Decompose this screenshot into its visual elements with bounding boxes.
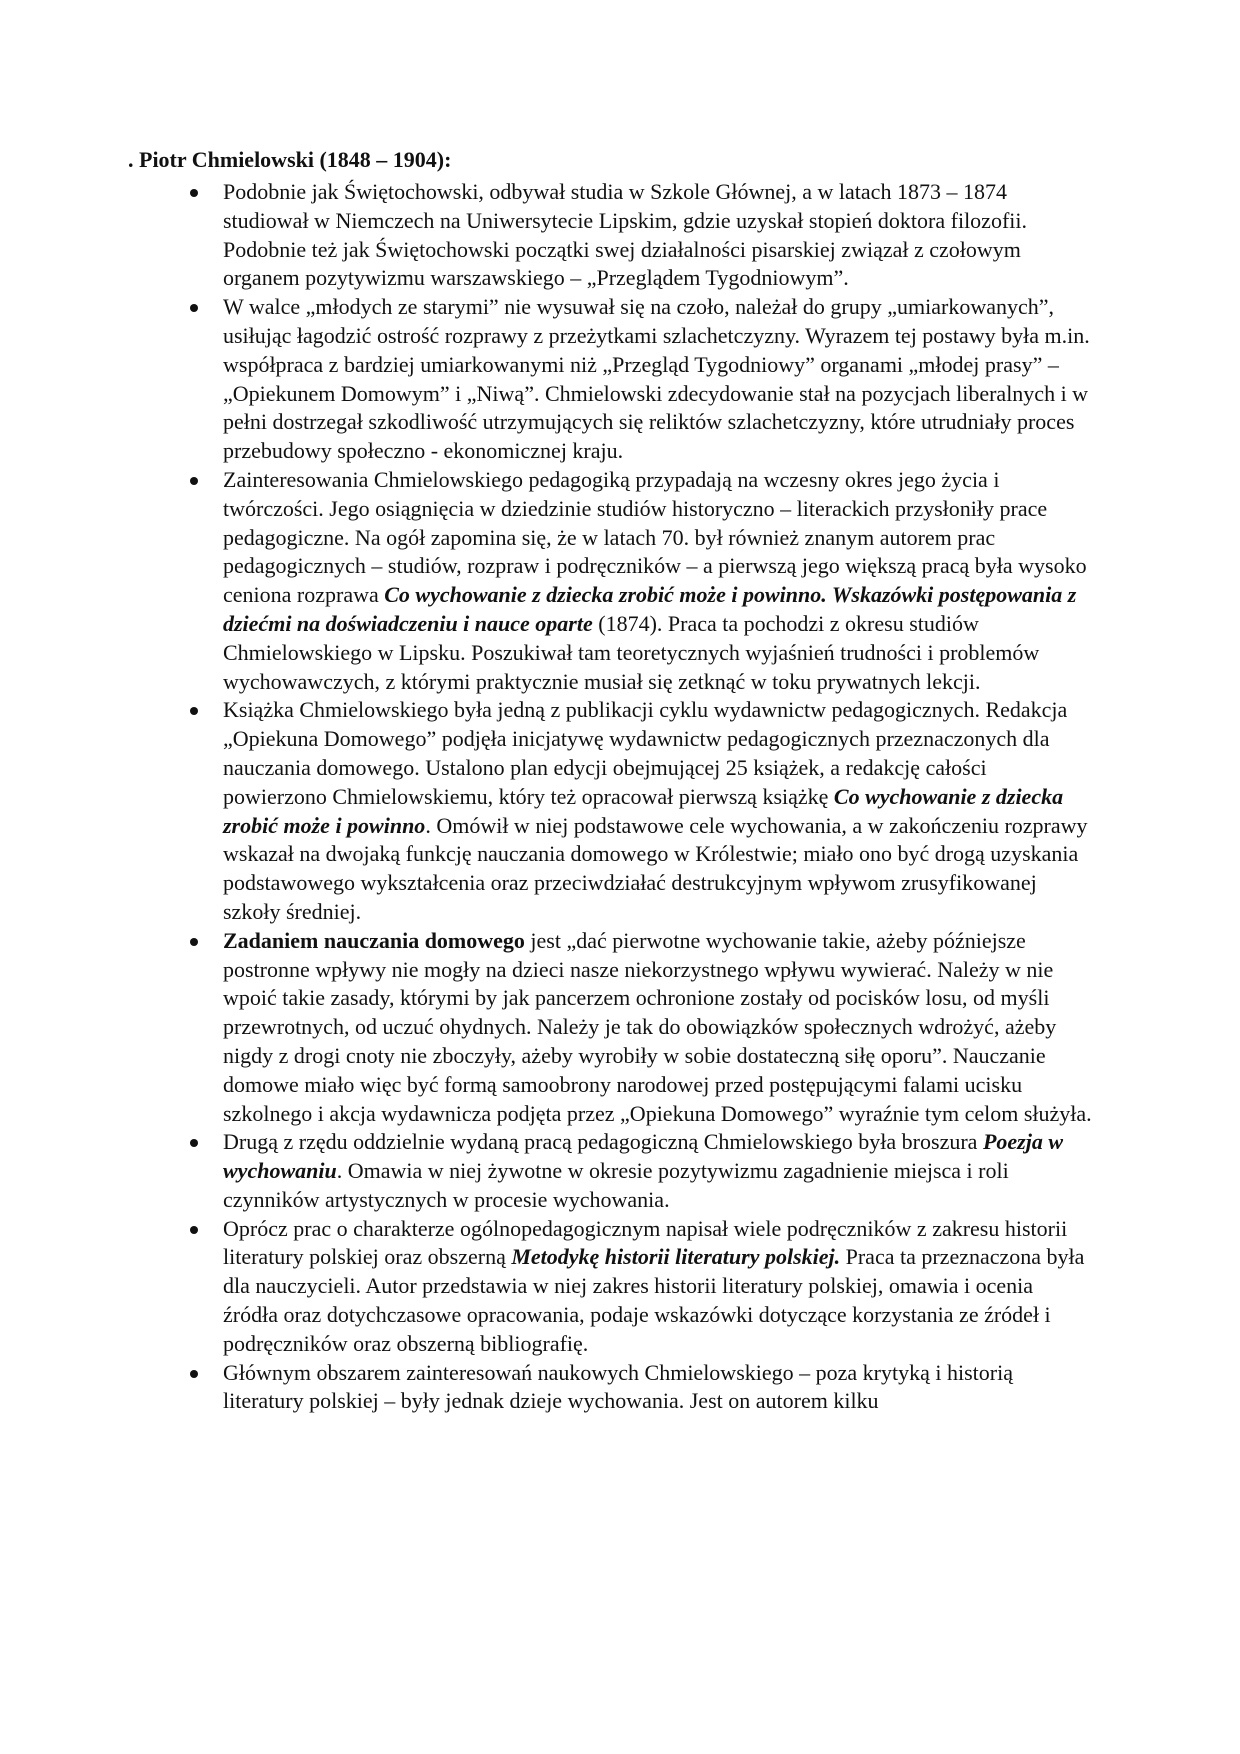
paragraph-text: (1874). Praca ta pochodzi z okresu studiów Chmielowskiego w Lipsku. Poszukiwał tam teoretycznych wyjaśnień trudności i problemów wychowawczych, z którymi praktycznie musiał się zetknąć w toku prywatnych lekcji. (223, 610, 1040, 694)
paragraph-text: Podobnie jak Świętochowski, odbywał studia w Szkole Głównej, a w latach 1873 – 1874 studiował w Niemczech na Uniwersytecie Lipskim, gdzie uzyskał stopień doktora filozofii. Podobnie też jak Świętochowski początki swej działalności pisarskiej związał z czołowym organem pozytywizmu warszawskiego – „Przeglądem Tygodniowym”. (223, 179, 1027, 291)
paragraph-text: Zainteresowania Chmielowskiego pedagogiką przypadają na wczesny okres jego życia i twórczości. Jego osiągnięcia w dziedzinie studiów historyczno – literackich przysłoniły prace pedagogiczne. Na ogół zapomina się, że w latach 70. był również znanym autorem prac pedagogicznych – studiów, rozpraw i podręczników – a pierwszą jego większą pracą była wysoko ceniona rozprawa (223, 466, 1087, 608)
bold-text: Zadaniem nauczania domowego (223, 927, 525, 953)
section-heading: . Piotr Chmielowski (1848 – 1904): (128, 147, 452, 172)
bullet-icon (190, 189, 198, 197)
bullet-icon (190, 707, 198, 715)
list-item (223, 927, 1093, 1129)
bullet-icon (190, 477, 198, 485)
title-text: Metodykę historii literatury polskiej. (511, 1244, 841, 1270)
paragraph-text: Oprócz prac o charakterze ogólnopedagogicznym napisał wiele podręczników z zakresu historii literatury polskiej oraz obszerną (223, 1215, 1068, 1270)
bullet-icon (190, 1370, 198, 1378)
bullet-icon (190, 1139, 198, 1147)
paragraph-text: Praca ta przeznaczona była dla nauczycieli. Autor przedstawia w niej zakres historii literatury polskiej, omawia i ocenia źródła oraz dotychczasowe opracowania, podaje wskazówki dotyczące korzystania ze źródeł i podręczników oraz obszerną bibliografię. (223, 1244, 1085, 1356)
list-item (223, 1215, 1093, 1359)
paragraph-text: . Omawia w niej żywotne w okresie pozytywizmu zagadnienie miejsca i roli czynników artystycznych w procesie wychowania. (223, 1158, 1009, 1212)
paragraph-text: W walce „młodych ze starymi” nie wysuwał się na czoło, należał do grupy „umiarkowanych”, usiłując łagodzić ostrość rozprawy z przeżytkami szlachetczyzny. Wyrazem tej postawy była m.in. współpraca z bardziej umiarkowanymi niż „Przegląd Tygodniowy” organami „młodej prasy” – „Opiekunem Domowym” i „Niwą”. Chmielowski zdecydowanie stał na pozycjach liberalnych i w pełni dostrzegał szkodliwość utrzymujących się reliktów szlachetczyzny, które utrudniały proces przebudowy społeczno - ekonomicznej kraju. (223, 294, 1090, 464)
paragraph-text: Głównym obszarem zainteresowań naukowych Chmielowskiego – poza krytyką i historią literatury polskiej – były jednak dzieje wychowania. Jest on autorem kilku (223, 1359, 1013, 1414)
list-item (223, 696, 1093, 926)
paragraph-text: Książka Chmielowskiego była jedną z publikacji cyklu wydawnictw pedagogicznych. Redakcja „Opiekuna Domowego” podjęła inicjatywę wydawnictw pedagogicznych przeznaczonych dla nauczania domowego. Ustalono plan edycji obejmującej 25 książek, a redakcję całości powierzono Chmielowskiemu, który też opracował pierwszą książkę (223, 697, 1068, 809)
bullet-list (223, 178, 1093, 1416)
paragraph-text: jest „dać pierwotne wychowanie takie, ażeby późniejsze postronne wpływy nie mogły na dzieci nasze niekorzystnego wpływu wywierać. Należy w nie wpoić takie zasady, którymi by jak pancerzem ochronione zostały od pocisków losu, od myśli przewrotnych, od uczuć ohydnych. Należy je tak do obowiązków społecznych wdrożyć, ażeby nigdy z drogi cnoty nie zboczyły, ażeby wyrobiły w sobie dostateczną siłę oporu”. Nauczanie domowe miało więc być formą samoobrony narodowej przed postępującymi falami ucisku szkolnego i akcja wydawnicza podjęta przez „Opiekuna Domowego” wyraźnie tym celom służyła. (223, 927, 1092, 1126)
list-item (223, 1359, 1093, 1417)
bullet-icon (190, 304, 198, 312)
paragraph-text: . Omówił w niej podstawowe cele wychowania, a w zakończeniu rozprawy wskazał na dwojaką funkcję nauczania domowego w Królestwie; miało ono być drogą uzyskania podstawowego wykształcenia oraz przeciwdziałać destrukcyjnym wpływom zrusyfikowanej szkoły średniej. (223, 812, 1088, 924)
list-item (223, 178, 1093, 293)
list-item (223, 293, 1093, 466)
bullet-icon (190, 1226, 198, 1234)
title-text: Co wychowanie z dziecka zrobić może i powinno. Wskazówki postępowania z dziećmi na doświadczeniu i nauce oparte (223, 582, 1077, 636)
title-text: Poezja w wychowaniu (223, 1129, 1063, 1184)
paragraph-text: Drugą z rzędu oddzielnie wydaną pracą pedagogiczną Chmielowskiego była broszura (223, 1129, 983, 1155)
bullet-icon (190, 938, 198, 946)
title-text: Co wychowanie z dziecka zrobić może i powinno (223, 783, 1064, 838)
list-item (223, 1128, 1093, 1214)
list-item (223, 466, 1093, 696)
